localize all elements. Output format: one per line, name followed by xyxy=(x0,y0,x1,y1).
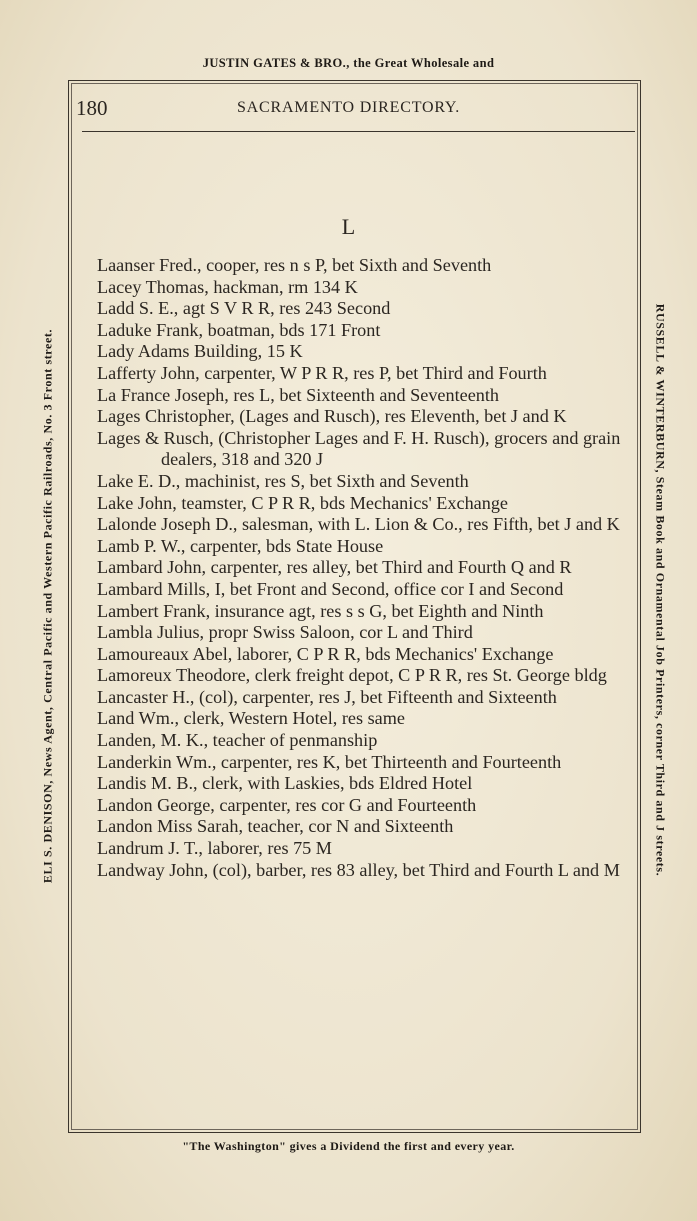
directory-entries xyxy=(97,255,629,881)
directory-entry: Lake John, teamster, C P R R, bds Mechanics' Exchange xyxy=(97,492,509,513)
directory-entry: Lambert Frank, insurance agt, res s s G, bet Eighth and Ninth xyxy=(97,600,544,621)
directory-entry: Landis M. B., clerk, with Laskies, bds Eldred Hotel xyxy=(97,773,473,794)
left-margin-text: ELI S. DENISON, News Agent, Central Pacific and Western Pacific Railroads, No. 3 Front street. xyxy=(40,328,55,884)
footer-advertisement: "The Washington" gives a Dividend the first and every year. xyxy=(182,1139,515,1153)
directory-entry: Landway John, (col), barber, res 83 alley, bet Third and Fourth L and M xyxy=(97,859,620,880)
directory-entry: Lambla Julius, propr Swiss Saloon, cor L and Third xyxy=(97,622,473,643)
directory-entry: Landerkin Wm., carpenter, res K, bet Thirteenth and Fourteenth xyxy=(97,751,562,772)
directory-entry: La France Joseph, res L, bet Sixteenth and Seventeenth xyxy=(97,384,500,405)
directory-entry: Lamoureaux Abel, laborer, C P R R, bds Mechanics' Exchange xyxy=(97,643,554,664)
directory-entry: Lafferty John, carpenter, W P R R, res P, bet Third and Fourth xyxy=(97,362,547,383)
directory-entry: Lamb P. W., carpenter, bds State House xyxy=(97,535,384,556)
directory-entry: Land Wm., clerk, Western Hotel, res same xyxy=(97,708,405,729)
directory-entry: Lambard John, carpenter, res alley, bet Third and Fourth Q and R xyxy=(97,557,572,578)
directory-entry: Landrum J. T., laborer, res 75 M xyxy=(97,838,332,859)
directory-entry: Lalonde Joseph D., salesman, with L. Lion & Co., res Fifth, bet J and K xyxy=(97,514,620,535)
right-margin-text: RUSSELL & WINTERBURN, Steam Book and Ornamental Job Printers, corner Third and J streets. xyxy=(653,303,668,877)
directory-entry: Lake E. D., machinist, res S, bet Sixth and Seventh xyxy=(97,470,469,491)
directory-entry: Landon Miss Sarah, teacher, cor N and Sixteenth xyxy=(97,816,454,837)
directory-entry: Ladd S. E., agt S V R R, res 243 Second xyxy=(97,298,391,319)
page-number: 180 xyxy=(76,96,108,120)
section-letter: L xyxy=(341,214,356,239)
header-rule xyxy=(82,131,635,132)
directory-entry: Landen, M. K., teacher of penmanship xyxy=(97,730,378,751)
directory-entry: Laduke Frank, boatman, bds 171 Front xyxy=(97,319,381,340)
directory-entry: Lancaster H., (col), carpenter, res J, bet Fifteenth and Sixteenth xyxy=(97,686,557,707)
directory-entry: Lambard Mills, I, bet Front and Second, office cor I and Second xyxy=(97,578,564,599)
directory-entry: Lady Adams Building, 15 K xyxy=(97,341,303,362)
directory-entry: Laanser Fred., cooper, res n s P, bet Sixth and Seventh xyxy=(97,255,492,275)
top-advertisement: JUSTIN GATES & BRO., the Great Wholesale and xyxy=(202,56,495,70)
directory-entry: Lages Christopher, (Lages and Rusch), res Eleventh, bet J and K xyxy=(97,406,567,427)
directory-entry: Lamoreux Theodore, clerk freight depot, C P R R, res St. George bldg xyxy=(97,665,607,686)
directory-entry: Landon George, carpenter, res cor G and Fourteenth xyxy=(97,794,477,815)
directory-entry: Lages & Rusch, (Christopher Lages and F. H. Rusch), grocers and grain dealers, 318 and 320 J xyxy=(97,427,621,470)
directory-entry: Lacey Thomas, hackman, rm 134 K xyxy=(97,276,358,297)
page-title: SACRAMENTO DIRECTORY. xyxy=(236,99,461,116)
